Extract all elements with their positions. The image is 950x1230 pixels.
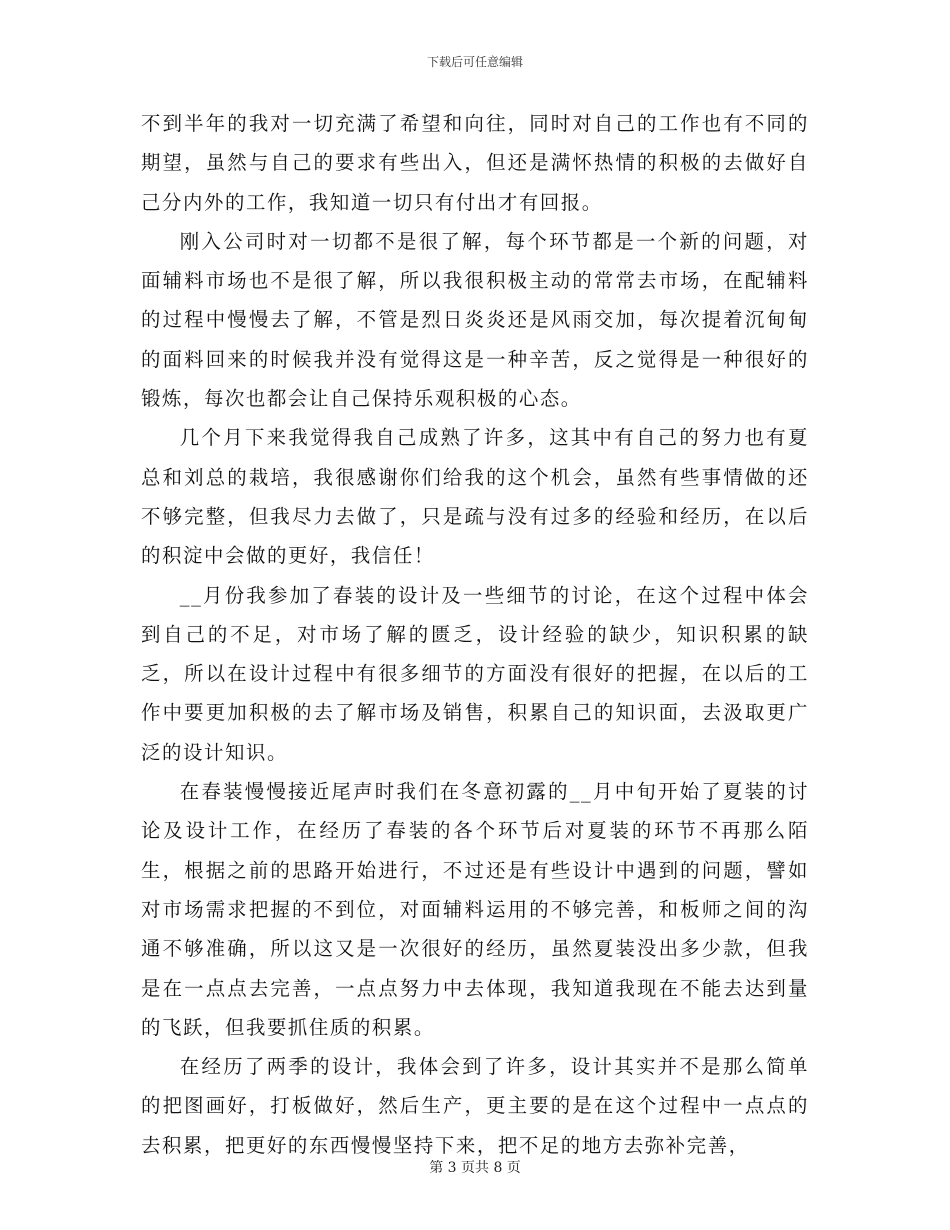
paragraph-1: 不到半年的我对一切充满了希望和向往，同时对自己的工作也有不同的期望，虽然与自己的要求有些出入，但还是满怀热情的积极的去做好自己分内外的工作，我知道一切只有付出才有回报。 xyxy=(141,112,809,214)
paragraph-6: 在经历了两季的设计，我体会到了许多，设计其实并不是那么简单的把图画好，打板做好，然后生产，更主要的是在这个过程中一点点的去积累，把更好的东西慢慢坚持下来，把不足的地方去弥补完善， xyxy=(141,1055,809,1157)
page-footer: 第 3 页共 8 页 xyxy=(429,1160,521,1176)
document-body xyxy=(141,104,809,1165)
paragraph-4: __月份我参加了春装的设计及一些细节的讨论，在这个过程中体会到自己的不足，对市场了解的匮乏，设计经验的缺少，知识积累的缺乏，所以在设计过程中有很多细节的方面没有很好的把握，在以后的工作中要更加积极的去了解市场及销售，积累自己的知识面，去汲取更广泛的设计知识。 xyxy=(141,583,809,764)
paragraph-3: 几个月下来我觉得我自己成熟了许多，这其中有自己的努力也有夏总和刘总的栽培，我很感谢你们给我的这个机会，虽然有些事情做的还不够完整，但我尽力去做了，只是疏与没有过多的经验和经历，在以后的积淀中会做的更好，我信任！ xyxy=(141,426,809,568)
paragraph-5: 在春装慢慢接近尾声时我们在冬意初露的__月中旬开始了夏装的讨论及设计工作，在经历了春装的各个环节后对夏装的环节不再那么陌生，根据之前的思路开始进行，不过还是有些设计中遇到的问题，譬如对市场需求把握的不到位，对面辅料运用的不够完善，和板师之间的沟通不够准确，所以这又是一次很好的经历，虽然夏装没出多少款，但我是在一点点去完善，一点点努力中去体现，我知道我现在不能去达到量的飞跃，但我要抓住质的积累。 xyxy=(141,780,809,1039)
page-header: 下载后可任意编辑 xyxy=(426,55,523,69)
paragraph-2: 刚入公司时对一切都不是很了解，每个环节都是一个新的问题，对面辅料市场也不是很了解，所以我很积极主动的常常去市场，在配辅料的过程中慢慢去了解，不管是烈日炎炎还是风雨交加，每次提着沉甸甸的面料回来的时候我并没有觉得这是一种辛苦，反之觉得是一种很好的锻炼，每次也都会让自己保持乐观积极的心态。 xyxy=(141,229,809,411)
